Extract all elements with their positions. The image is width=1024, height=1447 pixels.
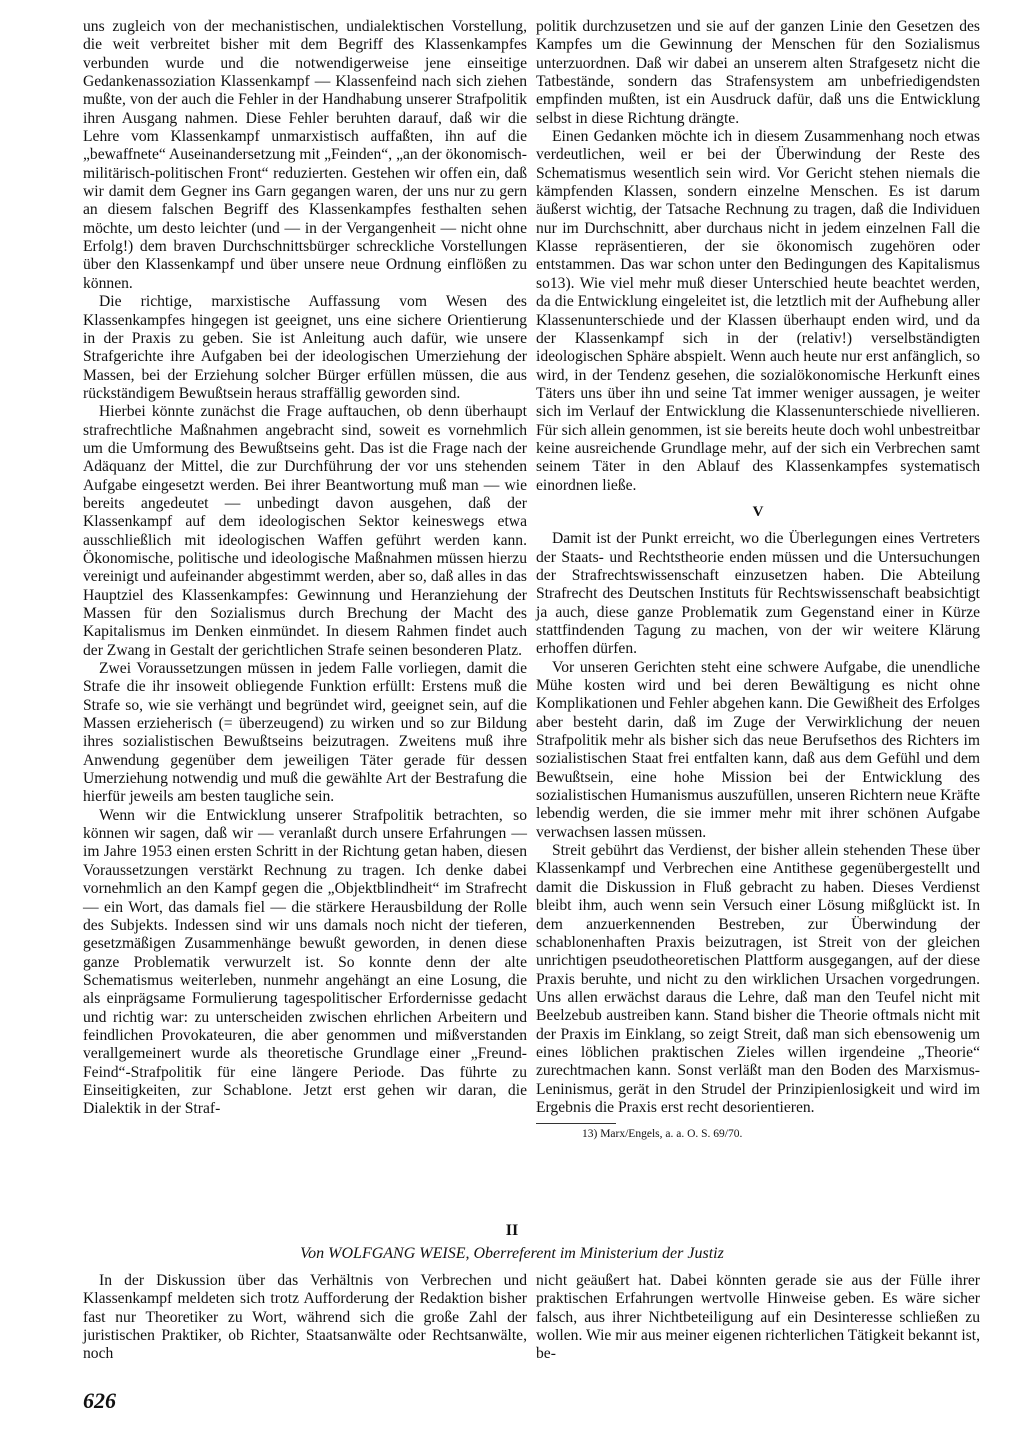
section-number-ii: II bbox=[505, 1222, 519, 1239]
paragraph: nicht geäußert hat. Dabei könnten gerade sie aus der Fülle ihrer praktischen Erfahrungen wertvolle Hinweise geben. Es wäre sicher falsch, aus ihrer Nichtbeteiligung auf ein Desinteresse schließen zu wollen. Wie mir aus meiner eigenen richterlichen Tätigkeit bekannt ist, be- bbox=[536, 1272, 980, 1363]
paragraph: Die richtige, marxistische Auffassung vom Wesen des Klassenkampfes hingegen ist geeignet, uns eine sichere Orientierung in der Praxis zu geben. Sie ist Anleitung auch dafür, wie unsere Strafgerichte ihre Aufgaben bei der ideologischen Umerziehung der Massen, bei der Erziehung solcher Bürger erfüllen müssen, die aus rückständigem Bewußtsein heraus straffällig geworden sind. bbox=[83, 293, 527, 402]
paragraph: Zwei Voraussetzungen müssen in jedem Falle vorliegen, damit die Strafe die ihr insoweit obliegende Funktion erfüllt: Erstens muß die Strafe so, wie sie verhängt und begründet wird, geeignet sein, auf die Massen erzieherisch (= überzeugend) zu wirken und so zur Bildung ihres sozialistischen Bewußtseins beizutragen. Zweitens muß ihre Anwendung gegenüber dem jeweiligen Täter gerade für dessen Umerziehung notwendig und muß die gewählte Art der Bestrafung die hierfür jeweils am besten taugliche sein. bbox=[83, 660, 527, 806]
paragraph: Vor unseren Gerichten steht eine schwere Aufgabe, die unendliche Mühe kosten wird und bei deren Bewältigung es nicht ohne Komplikationen und Fehler abgehen kann. Die Gewißheit des Erfolges aber besteht darin, daß im Zuge der Verwirklichung der neuen Strafpolitik mehr als bisher sich das neue Berufsethos des Richters im sozialistischen Staat frei entfalten kann, daß aus dem Gefühl und dem Bewußtsein, eine hohe Mission bei der Entwicklung des sozialistischen Humanismus auszufüllen, unseren Richtern neue Kräfte lebendig werden, die sie immer mehr mit ihrer schönen Aufgabe verwachsen lassen müssen. bbox=[536, 658, 980, 841]
paragraph: uns zugleich von der mechanistischen, undialektischen Vorstellung, die weit verbreitet bisher mit dem Begriff des Klassenkampfes verbunden wurde und die notwendigerweise jene einseitige Gedankenassoziation Klassenkampf — Klassenfeind nach sich ziehen mußte, von der auch die Fehler in der Handhabung unserer Strafpolitik ihren Ausgang nahmen. Diese Fehler beruhten darauf, daß wir die Lehre vom Klassenkampf unmarxistisch auffaßten, ihn auf die „bewaffnete“ Auseinandersetzung mit „Feinden“, „an der ökonomisch-militärisch-politischen Front“ reduzierten. Gestehen wir offen ein, daß wir damit dem Gegner ins Garn gegangen waren, der uns nur zu gern an diesem falschen Begriff des Klassenkampfes festhalten sehen möchte, um desto leichter (und — in der Vergangenheit — nicht ohne Erfolg!) dem braven Durchschnittsbürger schreckliche Vorstellungen über den Klassenkampf und über unsere neue Ordnung einflößen zu können. bbox=[83, 18, 527, 292]
bottom-right-column bbox=[536, 1272, 980, 1364]
paragraph: Einen Gedanken möchte ich in diesem Zusammenhang noch etwas verdeutlichen, weil er bei der Überwindung der Reste des Schematismus wesentlich sein wird. Vor Gericht stehen niemals die kämpfenden Klassen, sondern einzelne Menschen. Es ist darum äußerst wichtig, der Tatsache Rechnung zu tragen, daß die Individuen nur im Durchschnitt, aber durchaus nicht in jedem einzelnen Fall die Klasse repräsentieren, der sie ökonomisch zugehören oder entstammen. Das war schon unter den Bedingungen des Kapitalismus so13). Wie viel mehr muß dieser Unterschied heute beachtet werden, da die Entwicklung eingeleitet ist, die letztlich mit der Aufhebung aller Klassenunterschiede und der Klassen überhaupt enden wird, und da der Klassenkampf sich in der (relativ!) verselbständigten ideologischen Sphäre abspielt. Wenn auch heute nur erst anfänglich, so wird, in der Tendenz gesehen, die sozialökonomische Herkunft eines Täters uns über ihn und seine Tat immer weniger aussagen, je weiter sich im Verlauf der Entwicklung die Klassenunterschiede nivellieren. Für sich allein genommen, ist sie bereits heute doch wohl unbestreitbar keine ausreichende Grundlage mehr, auf der sich ein Verbrechen samt seinem Täter in den Ablauf des Klassenkampfes systematisch einordnen ließe. bbox=[536, 128, 980, 494]
bottom-left-column bbox=[83, 1272, 527, 1364]
paragraph: politik durchzusetzen und sie auf der ganzen Linie den Gesetzen des Kampfes um die Gewinnung der Menschen für den Sozialismus unterzuordnen. Daß wir dabei an unserem alten Strafgesetz nicht die Tatbestände, sondern das Strafensystem am unbefriedigendsten empfinden mußten, ist ein Ausdruck dafür, daß uns die Entwicklung selbst in diese Richtung drängte. bbox=[536, 18, 980, 127]
paragraph: Damit ist der Punkt erreicht, wo die Überlegungen eines Vertreters der Staats- und Rechtstheorie enden müssen und die Untersuchungen der Strafrechtswissenschaft einzusetzen haben. Die Abteilung Strafrecht des Deutschen Instituts für Rechtswissenschaft beabsichtigt ja auch, diese ganze Problematik zum Gegenstand einer in Kürze stattfindenden Tagung zu machen, von der wir weitere Klärung erhoffen dürfen. bbox=[536, 530, 980, 658]
author-byline: Von WOLFGANG WEISE, Oberreferent im Ministerium der Justiz bbox=[300, 1245, 724, 1262]
paragraph: In der Diskussion über das Verhältnis von Verbrechen und Klassenkampf meldeten sich trotz Aufforderung der Redaktion bisher fast nur Theoretiker zu Wort, während sich die große Zahl der juristischen Praktiker, ob Richter, Staatsanwälte oder Rechtsanwälte, noch bbox=[83, 1272, 527, 1363]
paragraph: Streit gebührt das Verdienst, der bisher allein stehenden These über Klassenkampf und Verbrechen eine Antithese gegenübergestellt und damit die Diskussion in Fluß gebracht zu haben. Dieses Verdienst bleibt ihm, auch wenn sein Versuch einer Lösung mißglückt ist. In dem anzuerkennenden Bestreben, zur Überwindung der schablonenhaften Praxis beizutragen, ist Streit von der gleichen unrichtigen pseudotheoretischen Plattform ausgegangen, auf der diese Praxis beruhte, und nicht zu den wirklichen Ursachen vorgedrungen. Uns allen erwächst daraus die Lehre, daß man den Teufel nicht mit Beelzebub austreiben kann. Stand bisher die Theorie oftmals nicht mit der Praxis im Einklang, so zeigt Streit, daß man sich ebensowenig um eines löblichen praktischen Zieles willen irgendeine „Theorie“ zurechtmachen kann. Sonst verläßt man den Boden des Marxismus-Leninismus, gerät in den Strudel der Prinzipienlosigkeit und wird im Ergebnis die Praxis erst recht desorientieren. bbox=[536, 842, 980, 1116]
paragraph: Wenn wir die Entwicklung unserer Strafpolitik betrachten, so können wir sagen, daß wir — veranlaßt durch unsere Erfahrungen — im Jahre 1953 einen ersten Schritt in der Richtung getan haben, diesen Voraussetzungen verstärkt Rechnung zu tragen. Ich denke dabei vornehmlich an den Kampf gegen die „Objektblindheit“ im Strafrecht — ein Wort, das damals fiel — die stärkere Herausbildung der Rolle des Subjekts. Indessen sind wir uns damals noch nicht der tieferen, gesetzmäßigen Zusammenhänge bewußt geworden, in denen diese ganze Problematik verwurzelt ist. So konnte denn der alte Schematismus weiterleben, nunmehr angehängt an eine Losung, die als einprägsame Formulierung tagespolitischer Erfordernisse gedacht und richtig war: zu unterscheiden zwischen ehrlichen Arbeitern und feindlichen Provokateuren, die aber genommen und mißverstanden verallgemeinert wurde als theoretische Grundlage einer „Freund-Feind“-Strafpolitik für eine längere Periode. Das führte zu Einseitigkeiten, zur Schablone. Jetzt erst gehen wir daran, die Dialektik in der Straf- bbox=[83, 806, 527, 1118]
page-number: 626 bbox=[83, 1388, 116, 1413]
footnote-divider bbox=[536, 1123, 616, 1124]
left-column bbox=[83, 18, 527, 1119]
footnote: 13) Marx/Engels, a. a. O. S. 69/70. bbox=[582, 1128, 743, 1141]
right-column bbox=[536, 18, 980, 1141]
section-number-v: V bbox=[752, 503, 764, 520]
paragraph: Hierbei könnte zunächst die Frage auftauchen, ob denn überhaupt strafrechtliche Maßnahmen angebracht sind, soweit es vornehmlich um die Umformung des Bewußtseins geht. Das ist die Frage nach der Adäquanz der Mittel, die zur Durchführung der vor uns stehenden Aufgabe eingesetzt werden. Bei ihrer Beantwortung muß man — wie bereits angedeutet — unbedingt davon ausgehen, daß der Klassenkampf auf dem ideologischen Sektor keineswegs etwa ausschließlich mit ideologischen Waffen geführt werden kann. Ökonomische, politische und ideologische Maßnahmen müssen hierzu vereinigt und aufeinander abgestimmt werden, aber so, daß alles in das Hauptziel des Klassenkampfes: Gewinnung und Heranziehung der Massen für den Sozialismus durch Brechung der Macht des Kapitalismus im Denken einmündet. In diesem Rahmen findet auch der Zwang in Gestalt der gerichtlichen Strafe seinen besonderen Platz. bbox=[83, 403, 527, 659]
